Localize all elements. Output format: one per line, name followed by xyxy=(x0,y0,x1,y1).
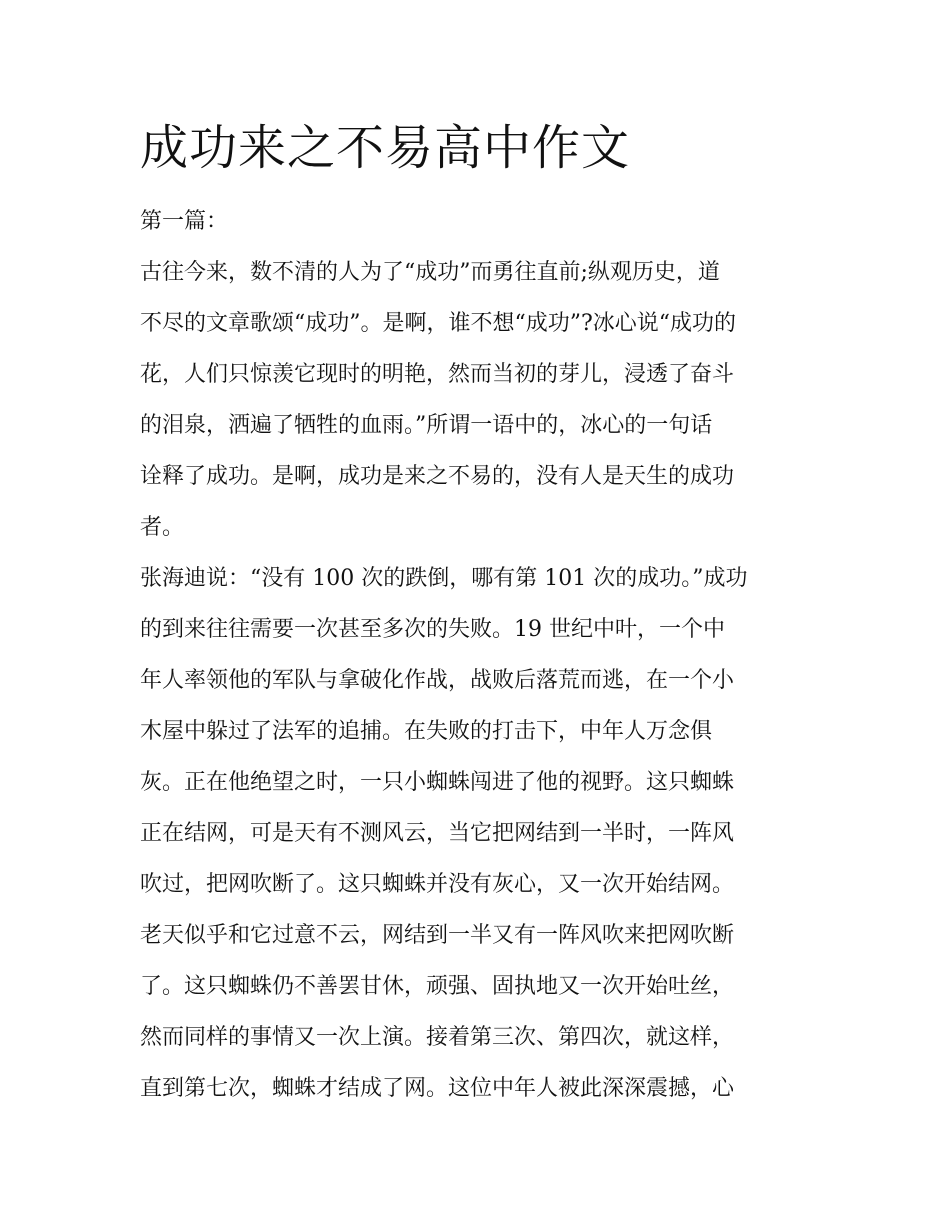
paragraph-line: 老天似乎和它过意不云，网结到一半又有一阵风吹来把网吹断 xyxy=(140,923,735,948)
paragraph-line: 然而同样的事情又一次上演。接着第三次、第四次，就这样， xyxy=(140,1025,735,1050)
section-heading: 第一篇： xyxy=(140,209,229,234)
paragraph-line: 直到第七次，蜘蛛才结成了网。这位中年人被此深深震撼，心 xyxy=(140,1076,735,1101)
paragraph-line: 木屋中躲过了法军的追捕。在失败的打击下，中年人万念俱 xyxy=(140,719,713,744)
paragraph-line: 正在结网，可是天有不测风云，当它把网结到一半时，一阵风 xyxy=(140,821,735,846)
paragraph-line: 诠释了成功。是啊，成功是来之不易的，没有人是天生的成功 xyxy=(140,464,735,489)
paragraph-line: 的到来往往需要一次甚至多次的失败。19 世纪中叶，一个中 xyxy=(140,617,725,642)
paragraph-line: 花，人们只惊羡它现时的明艳，然而当初的芽儿，浸透了奋斗 xyxy=(140,362,735,387)
page-title: 成功来之不易高中作文 xyxy=(140,120,631,176)
paragraph-line: 灰。正在他绝望之时，一只小蜘蛛闯进了他的视野。这只蜘蛛 xyxy=(140,770,735,795)
paragraph-line: 张海迪说：“没有 100 次的跌倒，哪有第 101 次的成功。”成功 xyxy=(140,566,748,591)
paragraph-line: 了。这只蜘蛛仍不善罢甘休，顽强、固执地又一次开始吐丝， xyxy=(140,974,735,999)
paragraph-line: 年人率领他的军队与拿破化作战，战败后落荒而逃，在一个小 xyxy=(140,668,735,693)
paragraph-line: 古往今来，数不清的人为了“成功”而勇往直前;纵观历史，道 xyxy=(140,260,720,285)
paragraph-line: 的泪泉，洒遍了牺牲的血雨。”所谓一语中的，冰心的一句话 xyxy=(140,413,713,438)
paragraph-line: 者。 xyxy=(140,515,185,540)
paragraph-line: 不尽的文章歌颂“成功”。是啊，谁不想“成功”?冰心说“成功的 xyxy=(140,311,737,336)
paragraph-line: 吹过，把网吹断了。这只蜘蛛并没有灰心，又一次开始结网。 xyxy=(140,872,735,897)
